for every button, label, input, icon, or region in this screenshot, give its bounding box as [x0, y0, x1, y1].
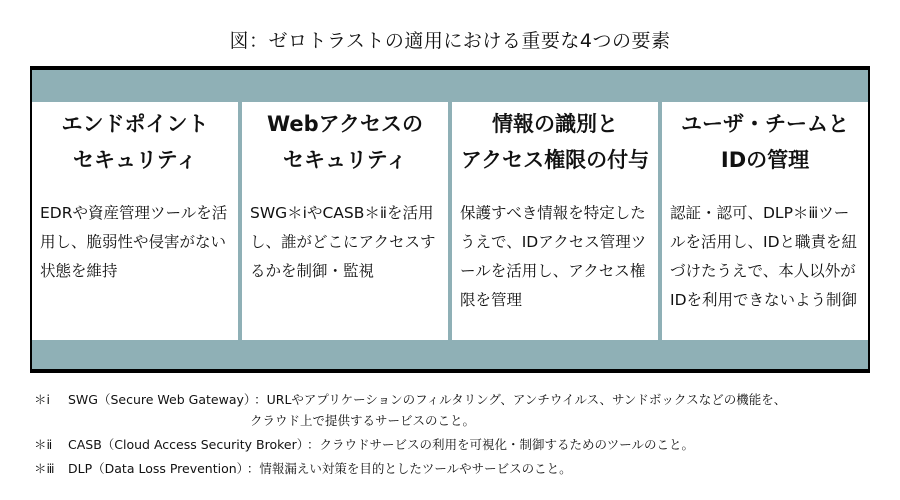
footnote-mark: ＊ⅲ: [34, 461, 55, 476]
column-endpoint-security: [32, 102, 238, 340]
footnote-text: ：情報漏えい対策を目的としたツールやサービスのこと。: [246, 461, 572, 476]
footnote-term: DLP（Data Loss Prevention）: [68, 461, 243, 476]
column-web-access-security: [242, 102, 448, 340]
column-body: 保護すべき情報を特定したうえで、IDアクセス管理ツールを活用し、アクセス権限を管理: [460, 204, 647, 309]
footnote-text: ：URLやアプリケーションのフィルタリング、アンチウイルス、サンドボックスなどの機能を、: [254, 392, 787, 407]
elements-table: [30, 66, 870, 373]
footnote-dlp: [34, 458, 884, 479]
column-user-id-management: [662, 102, 868, 340]
footnote-term: SWG（Secure Web Gateway）: [68, 392, 251, 407]
footnote-mark: ＊ⅱ: [34, 437, 53, 452]
column-heading: エンドポイント セキュリティ: [61, 112, 209, 172]
column-heading: ユーザ・チームと IDの管理: [681, 112, 849, 172]
footnote-swg: [34, 389, 884, 431]
figure-title: 図：ゼロトラストの適用における重要な4つの要素: [229, 30, 671, 52]
footnote-term: CASB（Cloud Access Security Broker）: [68, 437, 303, 452]
column-heading: 情報の識別と アクセス権限の付与: [460, 112, 650, 172]
footnote-mark: ＊ⅰ: [34, 392, 50, 407]
footnote-casb: [34, 434, 884, 455]
footnote-continuation: クラウド上で提供するサービスのこと。: [250, 413, 476, 428]
footnotes: [34, 389, 884, 482]
column-heading: Webアクセスの セキュリティ: [266, 112, 424, 172]
column-body: 認証・認可、DLP＊ⅲツールを活用し、IDと職責を紐づけたうえで、本人以外がIDを利用できないよう制御: [670, 204, 858, 309]
footnote-text: ：クラウドサービスの利用を可視化・制御するためのツールのこと。: [307, 437, 695, 452]
column-body: EDRや資産管理ツールを活用し、脆弱性や侵害がない状態を維持: [40, 204, 228, 280]
column-body: SWG＊ⅰやCASB＊ⅱを活用し、誰がどこにアクセスするかを制御・監視: [250, 204, 436, 280]
elements-columns: [32, 102, 868, 340]
column-information-identification: [452, 102, 658, 340]
